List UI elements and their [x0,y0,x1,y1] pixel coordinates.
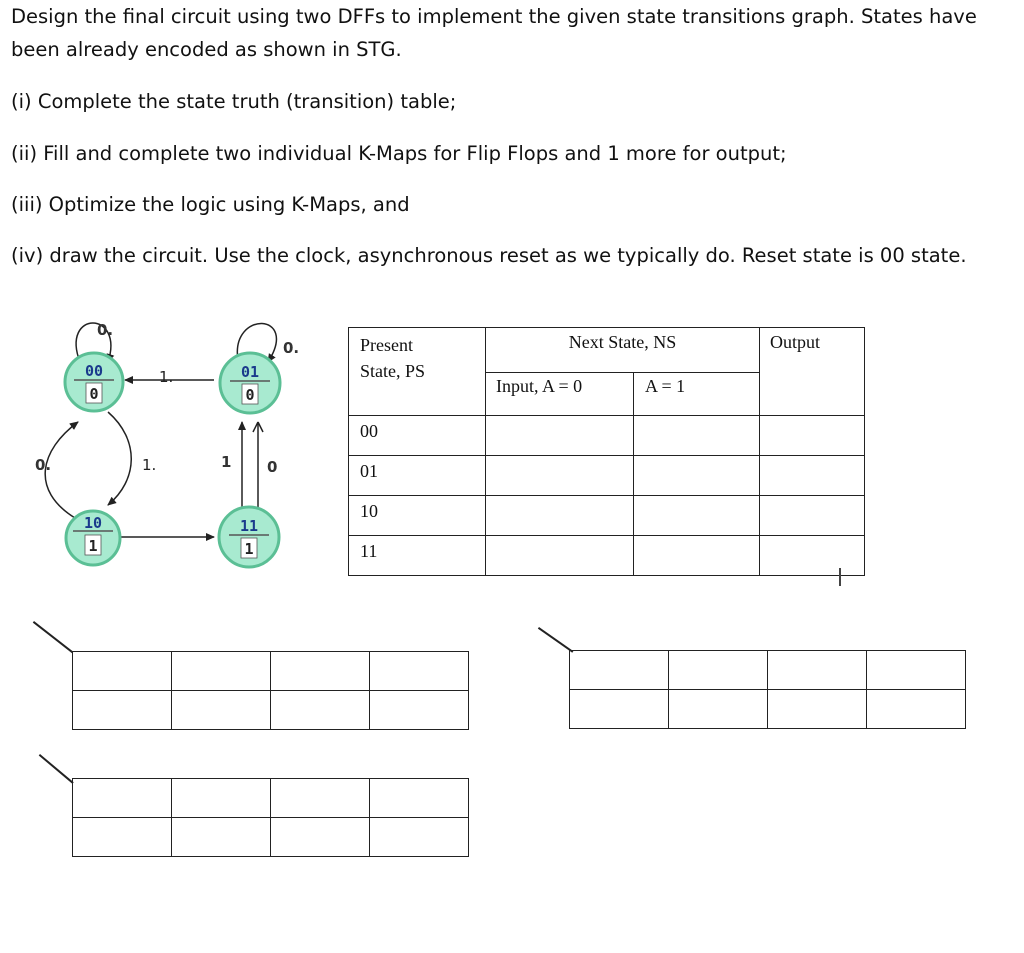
header-next-state: Next State, NS [486,328,760,373]
svg-text:1: 1 [88,537,98,555]
kmap-cell[interactable] [370,818,469,857]
question-line-1: Design the final circuit using two DFFs to implement the given state transitions graph. States have [11,5,977,28]
kmap-cell[interactable] [867,651,966,690]
question-line-2: been already encoded as shown in STG. [11,38,402,61]
part-iii: (iii) Optimize the logic using K-Maps, and [11,193,410,216]
ns-a1-cell[interactable] [634,536,760,576]
table-row [349,456,865,496]
label-self-01: 0. [283,339,300,357]
label-00-to-10: 1. [142,456,157,474]
kmap-cell[interactable] [73,652,172,691]
kmap-1-diagonal [33,621,73,653]
ps-cell: 01 [349,456,486,496]
kmap-cell[interactable] [271,652,370,691]
ns-a0-cell[interactable] [486,416,634,456]
svg-text:01: 01 [240,363,260,381]
kmap-cell[interactable] [669,690,768,729]
part-iv: (iv) draw the circuit. Use the clock, asynchronous reset as we typically do. Reset state is 00 state. [11,244,967,267]
label-10-to-00: 0. [35,456,52,474]
kmap-cell[interactable] [570,690,669,729]
kmap-2 [569,650,966,729]
kmap-cell[interactable] [370,779,469,818]
kmap-cell[interactable] [768,690,867,729]
header-input-a1: A = 1 [634,373,760,416]
ns-a1-cell[interactable] [634,496,760,536]
ns-a0-cell[interactable] [486,496,634,536]
state-11 [219,507,279,567]
ps-cell: 10 [349,496,486,536]
label-self-00: 0. [97,321,114,339]
output-cell[interactable] [760,536,865,576]
kmap-cell[interactable] [570,651,669,690]
kmap-cell[interactable] [73,691,172,730]
kmap-3-diagonal [39,754,74,783]
svg-text:0: 0 [245,386,255,404]
table-row [349,416,865,456]
output-cell[interactable] [760,416,865,456]
kmap-cell[interactable] [867,690,966,729]
output-cell[interactable] [760,456,865,496]
arrow-00-to-10 [108,412,131,505]
svg-text:1: 1 [244,540,254,558]
transition-table [348,327,865,576]
part-i: (i) Complete the state truth (transition) table; [11,90,457,113]
kmap-cell[interactable] [271,779,370,818]
output-cell[interactable] [760,496,865,536]
ns-a0-cell[interactable] [486,536,634,576]
label-01-to-11: 0 [267,458,278,476]
ns-a1-cell[interactable] [634,456,760,496]
ps-cell: 00 [349,416,486,456]
kmap-cell[interactable] [172,818,271,857]
header-present-state: Present State, PS [349,328,486,416]
ns-a1-cell[interactable] [634,416,760,456]
ns-a0-cell[interactable] [486,456,634,496]
table-row [349,536,865,576]
kmap-cell[interactable] [73,818,172,857]
text-cursor [839,568,841,586]
kmap-cell[interactable] [73,779,172,818]
kmap-cell[interactable] [172,652,271,691]
label-01-to-00: 1. [159,368,174,386]
svg-text:0: 0 [89,385,99,403]
kmap-3 [72,778,469,857]
svg-text:00: 00 [84,362,104,380]
table-row [349,496,865,536]
kmap-cell[interactable] [271,691,370,730]
kmap-1 [72,651,469,730]
header-output: Output [760,328,865,416]
svg-text:10: 10 [83,514,103,532]
state-10 [66,511,120,565]
kmap-cell[interactable] [370,652,469,691]
label-11-to-01: 1 [221,453,232,471]
state-00 [65,353,123,411]
kmap-2-diagonal [538,627,573,652]
kmap-cell[interactable] [271,818,370,857]
state-01 [220,353,280,413]
kmap-cell[interactable] [370,691,469,730]
kmap-cell[interactable] [172,691,271,730]
kmap-cell[interactable] [669,651,768,690]
kmap-cell[interactable] [172,779,271,818]
part-ii: (ii) Fill and complete two individual K-Maps for Flip Flops and 1 more for output; [11,142,787,165]
ps-cell: 11 [349,536,486,576]
svg-text:11: 11 [239,517,259,535]
header-input-a0: Input, A = 0 [486,373,634,416]
kmap-cell[interactable] [768,651,867,690]
state-transition-graph [0,300,330,590]
